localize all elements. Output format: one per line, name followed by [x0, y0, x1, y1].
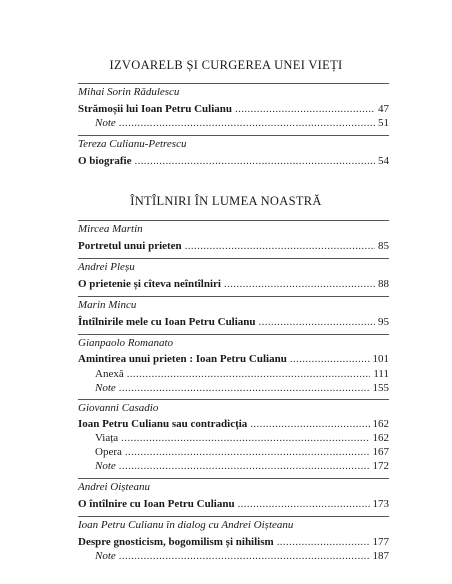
entry-author: Mihai Sorin Rădulescu [78, 86, 180, 98]
toc-subentry[interactable] [95, 368, 389, 381]
entry-divider [78, 258, 389, 259]
entry-author: Tereza Culianu-Petrescu [78, 138, 187, 150]
toc-entry-title[interactable] [78, 240, 389, 253]
toc-subentry[interactable] [95, 550, 389, 563]
page-number: 85 [378, 240, 389, 252]
subentry-label: Note [95, 550, 116, 562]
entry-author: Andrei Oișteanu [78, 481, 150, 493]
dot-leader [119, 117, 375, 130]
toc-entry-title[interactable] [78, 316, 389, 329]
page-number: 54 [378, 155, 389, 167]
section-title: ÎNTÎLNIRI ÎN LUMEA NOASTRĂ [130, 194, 322, 208]
entry-divider [78, 516, 389, 517]
section-title: IZVOARELB ȘI CURGEREA UNEI VIEȚI [109, 58, 343, 72]
entry-title: Întîlnirile mele cu Ioan Petru Culianu [78, 316, 256, 328]
toc-entry-title[interactable] [78, 103, 389, 116]
dot-leader [250, 418, 369, 431]
entry-divider [78, 220, 389, 221]
entry-author: Gianpaolo Romanato [78, 337, 174, 349]
subentry-label: Note [95, 117, 116, 129]
dot-leader [277, 536, 370, 549]
entry-divider [78, 83, 389, 84]
toc-entry-title[interactable] [78, 536, 389, 549]
toc-subentry[interactable] [95, 432, 389, 445]
entry-author: Mircea Martin [78, 223, 143, 235]
page-number: 155 [372, 382, 389, 394]
page-number: 95 [378, 316, 389, 328]
dot-leader [238, 498, 370, 511]
page-number: 173 [372, 498, 389, 510]
page-number: 47 [378, 103, 389, 115]
page-number: 111 [373, 368, 389, 380]
entry-title: Strămoșii lui Ioan Petru Culianu [78, 103, 233, 115]
entry-author: Marin Mincu [78, 299, 137, 311]
toc-entry-title[interactable] [78, 353, 389, 366]
toc-entry-title[interactable] [78, 278, 389, 291]
dot-leader [235, 103, 375, 116]
entry-divider [78, 334, 389, 335]
page-number: 162 [372, 432, 389, 444]
toc-entry-title[interactable] [78, 498, 389, 511]
dot-leader [121, 432, 369, 445]
dot-leader [259, 316, 375, 329]
subentry-label: Viața [95, 432, 119, 444]
page-number: 187 [372, 550, 389, 562]
dot-leader [119, 550, 370, 563]
entry-title: O biografie [78, 155, 132, 167]
dot-leader [119, 460, 370, 473]
entry-divider [78, 399, 389, 400]
toc-subentry[interactable] [95, 117, 389, 130]
page-number: 101 [372, 353, 389, 365]
entry-title: Portretul unui prieten [78, 240, 182, 252]
entry-divider [78, 135, 389, 136]
toc-entry-title[interactable] [78, 418, 389, 431]
entry-divider [78, 296, 389, 297]
page-number: 88 [378, 278, 389, 290]
dot-leader [185, 240, 375, 253]
page-number: 51 [378, 117, 389, 129]
toc-subentry[interactable] [95, 446, 389, 459]
toc-subentry[interactable] [95, 460, 389, 473]
entry-author: Andrei Pleșu [78, 261, 135, 273]
dot-leader [127, 368, 371, 381]
subentry-label: Anexă [95, 368, 124, 380]
entry-title: O întîlnire cu Ioan Petru Culianu [78, 498, 235, 510]
subentry-label: Note [95, 382, 116, 394]
dot-leader [119, 382, 370, 395]
entry-title: Amintirea unui prieten : Ioan Petru Culianu [78, 353, 287, 365]
entry-author: Ioan Petru Culianu în dialog cu Andrei Oișteanu [78, 519, 294, 531]
page-number: 172 [372, 460, 389, 472]
page-number: 162 [372, 418, 389, 430]
dot-leader [224, 278, 375, 291]
toc-subentry[interactable] [95, 382, 389, 395]
entry-title: Ioan Petru Culianu sau contradicția [78, 418, 248, 430]
dot-leader [134, 155, 375, 168]
subentry-label: Note [95, 460, 116, 472]
entry-author: Giovanni Casadio [78, 402, 159, 414]
toc-entry-title[interactable] [78, 155, 389, 168]
page-number: 167 [372, 446, 389, 458]
entry-divider [78, 478, 389, 479]
entry-title: Despre gnosticism, bogomilism și nihilism [78, 536, 274, 548]
dot-leader [125, 446, 370, 459]
dot-leader [290, 353, 370, 366]
subentry-label: Opera [95, 446, 122, 458]
page-number: 177 [372, 536, 389, 548]
entry-title: O prietenie și cîteva neîntîlniri [78, 278, 221, 290]
